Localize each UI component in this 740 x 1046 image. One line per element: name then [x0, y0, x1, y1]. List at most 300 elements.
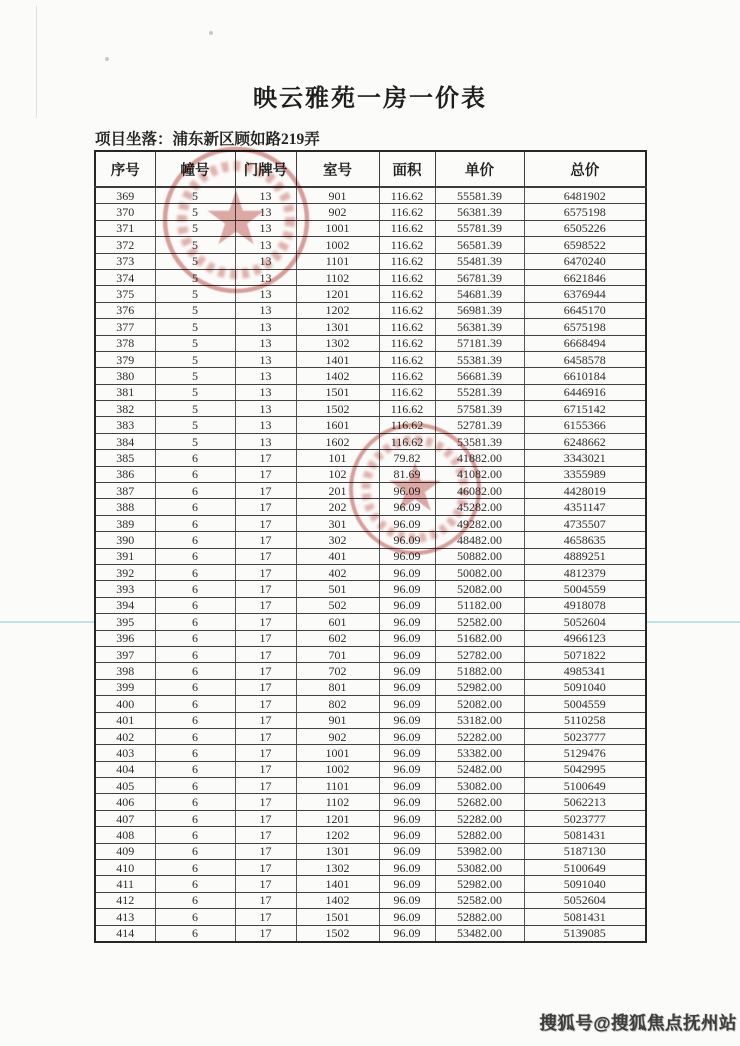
- table-cell: 96.09: [379, 909, 435, 925]
- table-cell: 96.09: [379, 532, 435, 548]
- table-row: [95, 237, 646, 253]
- table-cell: 101: [296, 450, 379, 466]
- table-row: [95, 515, 646, 531]
- table-cell: 96.09: [379, 564, 435, 580]
- table-cell: 370: [95, 204, 155, 220]
- table-cell: 1201: [296, 810, 379, 826]
- table-cell: 6481902: [524, 187, 646, 204]
- table-cell: 6: [155, 630, 235, 646]
- table-cell: 52781.39: [435, 417, 524, 433]
- table-cell: 6: [155, 712, 235, 728]
- paper-speck: [209, 31, 213, 35]
- column-header: 幢号: [155, 151, 235, 187]
- table-cell: 13: [235, 384, 296, 400]
- table-cell: 384: [95, 433, 155, 449]
- table-cell: 6: [155, 810, 235, 826]
- table-cell: 116.62: [379, 302, 435, 318]
- table-row: [95, 483, 646, 499]
- table-cell: 5: [155, 253, 235, 269]
- table-row: [95, 253, 646, 269]
- table-cell: 6: [155, 761, 235, 777]
- table-cell: 52082.00: [435, 581, 524, 597]
- table-cell: 41882.00: [435, 450, 524, 466]
- table-cell: 96.09: [379, 712, 435, 728]
- table-cell: 6446916: [524, 384, 646, 400]
- table-cell: 5: [155, 220, 235, 236]
- table-cell: 55381.39: [435, 351, 524, 367]
- table-cell: 378: [95, 335, 155, 351]
- table-cell: 17: [235, 696, 296, 712]
- table-cell: 13: [235, 302, 296, 318]
- table-cell: 52882.00: [435, 909, 524, 925]
- table-row: [95, 679, 646, 695]
- table-cell: 380: [95, 368, 155, 384]
- table-cell: 17: [235, 909, 296, 925]
- table-row: [95, 302, 646, 318]
- table-cell: 1302: [296, 335, 379, 351]
- table-row: [95, 646, 646, 662]
- table-cell: 17: [235, 630, 296, 646]
- table-cell: 382: [95, 401, 155, 417]
- table-cell: 50082.00: [435, 564, 524, 580]
- table-row: [95, 827, 646, 843]
- table-cell: 17: [235, 499, 296, 515]
- table-row: [95, 204, 646, 220]
- table-row: [95, 630, 646, 646]
- table-cell: 48482.00: [435, 532, 524, 548]
- table-cell: 5: [155, 237, 235, 253]
- table-cell: 5052604: [524, 614, 646, 630]
- table-cell: 116.62: [379, 237, 435, 253]
- table-cell: 17: [235, 778, 296, 794]
- table-row: [95, 220, 646, 236]
- table-cell: 96.09: [379, 548, 435, 564]
- table-cell: 52082.00: [435, 696, 524, 712]
- table-cell: 6598522: [524, 237, 646, 253]
- table-cell: 1502: [296, 401, 379, 417]
- table-cell: 6: [155, 876, 235, 892]
- table-cell: 371: [95, 220, 155, 236]
- table-cell: 13: [235, 368, 296, 384]
- table-cell: 6: [155, 532, 235, 548]
- table-cell: 381: [95, 384, 155, 400]
- table-cell: 404: [95, 761, 155, 777]
- table-cell: 55781.39: [435, 220, 524, 236]
- table-cell: 398: [95, 663, 155, 679]
- table-cell: 52982.00: [435, 876, 524, 892]
- table-cell: 17: [235, 515, 296, 531]
- table-cell: 96.09: [379, 581, 435, 597]
- table-cell: 17: [235, 876, 296, 892]
- table-cell: 6: [155, 548, 235, 564]
- table-cell: 801: [296, 679, 379, 695]
- table-cell: 6575198: [524, 319, 646, 335]
- table-cell: 46082.00: [435, 483, 524, 499]
- table-cell: 6505226: [524, 220, 646, 236]
- table-cell: 96.09: [379, 597, 435, 613]
- table-row: [95, 187, 646, 204]
- table-cell: 96.09: [379, 646, 435, 662]
- table-cell: 6: [155, 663, 235, 679]
- table-cell: 17: [235, 564, 296, 580]
- table-cell: 6: [155, 450, 235, 466]
- table-cell: 116.62: [379, 319, 435, 335]
- table-row: [95, 319, 646, 335]
- table-cell: 5110258: [524, 712, 646, 728]
- table-cell: 6610184: [524, 368, 646, 384]
- table-row: [95, 466, 646, 482]
- table-cell: 389: [95, 515, 155, 531]
- table-cell: 116.62: [379, 269, 435, 285]
- table-cell: 6: [155, 564, 235, 580]
- table-cell: 13: [235, 351, 296, 367]
- table-cell: 4735507: [524, 515, 646, 531]
- table-cell: 5004559: [524, 581, 646, 597]
- column-header: 室号: [296, 151, 379, 187]
- table-cell: 1001: [296, 220, 379, 236]
- table-cell: 4985341: [524, 663, 646, 679]
- table-cell: 1402: [296, 368, 379, 384]
- table-row: [95, 712, 646, 728]
- table-cell: 17: [235, 614, 296, 630]
- table-cell: 400: [95, 696, 155, 712]
- table-row: [95, 860, 646, 876]
- table-cell: 5062213: [524, 794, 646, 810]
- table-row: [95, 548, 646, 564]
- column-header: 单价: [435, 151, 524, 187]
- table-cell: 372: [95, 237, 155, 253]
- table-cell: 401: [296, 548, 379, 564]
- column-header: 面积: [379, 151, 435, 187]
- table-cell: 56381.39: [435, 204, 524, 220]
- table-cell: 96.09: [379, 860, 435, 876]
- table-cell: 5: [155, 433, 235, 449]
- sohu-watermark: 搜狐号@搜狐焦点抚州站: [539, 1013, 737, 1033]
- table-cell: 96.09: [379, 827, 435, 843]
- table-cell: 96.09: [379, 794, 435, 810]
- table-cell: 116.62: [379, 401, 435, 417]
- table-cell: 17: [235, 532, 296, 548]
- table-cell: 6: [155, 679, 235, 695]
- table-cell: 56681.39: [435, 368, 524, 384]
- table-cell: 4812379: [524, 564, 646, 580]
- table-cell: 17: [235, 860, 296, 876]
- table-cell: 96.09: [379, 728, 435, 744]
- table-cell: 1502: [296, 925, 379, 942]
- table-cell: 53182.00: [435, 712, 524, 728]
- table-cell: 6715142: [524, 401, 646, 417]
- table-cell: 5: [155, 417, 235, 433]
- table-cell: 96.09: [379, 876, 435, 892]
- table-cell: 405: [95, 778, 155, 794]
- table-cell: 412: [95, 892, 155, 908]
- table-cell: 56381.39: [435, 319, 524, 335]
- table-cell: 414: [95, 925, 155, 942]
- table-cell: 1101: [296, 778, 379, 794]
- table-cell: 6458578: [524, 351, 646, 367]
- table-cell: 5081431: [524, 909, 646, 925]
- table-cell: 5: [155, 269, 235, 285]
- project-location-label: 项目坐落：浦东新区顾如路219弄: [95, 131, 320, 148]
- table-cell: 6: [155, 646, 235, 662]
- table-cell: 373: [95, 253, 155, 269]
- table-cell: 52582.00: [435, 892, 524, 908]
- table-cell: 53082.00: [435, 860, 524, 876]
- table-cell: 45282.00: [435, 499, 524, 515]
- table-cell: 406: [95, 794, 155, 810]
- table-cell: 53082.00: [435, 778, 524, 794]
- table-cell: 96.09: [379, 630, 435, 646]
- table-row: [95, 351, 646, 367]
- table-cell: 52282.00: [435, 728, 524, 744]
- table-cell: 13: [235, 220, 296, 236]
- table-cell: 407: [95, 810, 155, 826]
- table-cell: 5: [155, 335, 235, 351]
- table-cell: 385: [95, 450, 155, 466]
- table-cell: 102: [296, 466, 379, 482]
- table-cell: 6: [155, 483, 235, 499]
- table-cell: 6575198: [524, 204, 646, 220]
- table-cell: 4889251: [524, 548, 646, 564]
- table-cell: 13: [235, 335, 296, 351]
- table-row: [95, 384, 646, 400]
- table-cell: 379: [95, 351, 155, 367]
- table-row: [95, 663, 646, 679]
- table-cell: 5100649: [524, 860, 646, 876]
- table-cell: 116.62: [379, 253, 435, 269]
- table-cell: 5023777: [524, 728, 646, 744]
- table-cell: 5139085: [524, 925, 646, 942]
- table-cell: 13: [235, 187, 296, 204]
- table-cell: 13: [235, 253, 296, 269]
- table-cell: 902: [296, 204, 379, 220]
- table-cell: 376: [95, 302, 155, 318]
- table-cell: 402: [95, 728, 155, 744]
- table-cell: 6: [155, 696, 235, 712]
- table-cell: 13: [235, 269, 296, 285]
- table-row: [95, 728, 646, 744]
- table-cell: 1601: [296, 417, 379, 433]
- table-cell: 409: [95, 843, 155, 859]
- table-cell: 52882.00: [435, 827, 524, 843]
- table-cell: 6248662: [524, 433, 646, 449]
- table-cell: 403: [95, 745, 155, 761]
- table-cell: 17: [235, 745, 296, 761]
- table-cell: 201: [296, 483, 379, 499]
- table-cell: 96.09: [379, 810, 435, 826]
- table-cell: 6: [155, 597, 235, 613]
- table-cell: 6621846: [524, 269, 646, 285]
- table-cell: 53382.00: [435, 745, 524, 761]
- table-cell: 6: [155, 466, 235, 482]
- table-cell: 17: [235, 663, 296, 679]
- table-cell: 6: [155, 843, 235, 859]
- table-cell: 1301: [296, 319, 379, 335]
- table-cell: 13: [235, 401, 296, 417]
- table-cell: 17: [235, 597, 296, 613]
- table-cell: 51882.00: [435, 663, 524, 679]
- table-cell: 1401: [296, 351, 379, 367]
- table-cell: 413: [95, 909, 155, 925]
- table-row: [95, 499, 646, 515]
- table-cell: 1102: [296, 794, 379, 810]
- table-cell: 377: [95, 319, 155, 335]
- table-row: [95, 614, 646, 630]
- table-cell: 96.09: [379, 499, 435, 515]
- table-cell: 5052604: [524, 892, 646, 908]
- table-cell: 1002: [296, 237, 379, 253]
- table-cell: 6: [155, 860, 235, 876]
- table-cell: 1101: [296, 253, 379, 269]
- table-cell: 52682.00: [435, 794, 524, 810]
- price-table-body: [95, 187, 646, 942]
- table-cell: 13: [235, 204, 296, 220]
- table-cell: 401: [95, 712, 155, 728]
- table-cell: 96.09: [379, 843, 435, 859]
- table-cell: 393: [95, 581, 155, 597]
- table-cell: 391: [95, 548, 155, 564]
- table-cell: 56981.39: [435, 302, 524, 318]
- table-cell: 52282.00: [435, 810, 524, 826]
- table-cell: 387: [95, 483, 155, 499]
- table-cell: 13: [235, 319, 296, 335]
- table-cell: 702: [296, 663, 379, 679]
- table-cell: 17: [235, 646, 296, 662]
- table-cell: 96.09: [379, 483, 435, 499]
- table-cell: 4918078: [524, 597, 646, 613]
- table-cell: 96.09: [379, 761, 435, 777]
- table-cell: 1202: [296, 302, 379, 318]
- table-cell: 17: [235, 466, 296, 482]
- table-row: [95, 417, 646, 433]
- table-cell: 116.62: [379, 187, 435, 204]
- table-cell: 396: [95, 630, 155, 646]
- table-cell: 116.62: [379, 220, 435, 236]
- table-cell: 17: [235, 892, 296, 908]
- table-cell: 53982.00: [435, 843, 524, 859]
- table-cell: 17: [235, 925, 296, 942]
- table-cell: 13: [235, 286, 296, 302]
- table-cell: 116.62: [379, 351, 435, 367]
- table-cell: 302: [296, 532, 379, 548]
- table-cell: 17: [235, 827, 296, 843]
- table-cell: 5: [155, 319, 235, 335]
- table-cell: 6155366: [524, 417, 646, 433]
- table-cell: 5023777: [524, 810, 646, 826]
- table-cell: 5187130: [524, 843, 646, 859]
- table-cell: 54681.39: [435, 286, 524, 302]
- table-cell: 410: [95, 860, 155, 876]
- paper-speck: [105, 57, 109, 61]
- table-cell: 56781.39: [435, 269, 524, 285]
- table-row: [95, 564, 646, 580]
- table-cell: 6: [155, 794, 235, 810]
- table-cell: 17: [235, 810, 296, 826]
- table-cell: 116.62: [379, 204, 435, 220]
- column-header: 序号: [95, 151, 155, 187]
- table-cell: 17: [235, 843, 296, 859]
- table-cell: 51682.00: [435, 630, 524, 646]
- table-cell: 4428019: [524, 483, 646, 499]
- table-row: [95, 597, 646, 613]
- table-cell: 1202: [296, 827, 379, 843]
- table-cell: 96.09: [379, 614, 435, 630]
- table-row: [95, 532, 646, 548]
- table-cell: 601: [296, 614, 379, 630]
- table-cell: 902: [296, 728, 379, 744]
- table-row: [95, 761, 646, 777]
- table-cell: 13: [235, 433, 296, 449]
- table-cell: 5: [155, 302, 235, 318]
- table-cell: 17: [235, 548, 296, 564]
- table-cell: 383: [95, 417, 155, 433]
- table-cell: 1602: [296, 433, 379, 449]
- table-cell: 5: [155, 351, 235, 367]
- table-cell: 17: [235, 679, 296, 695]
- table-cell: 6470240: [524, 253, 646, 269]
- table-cell: 57581.39: [435, 401, 524, 417]
- table-cell: 17: [235, 712, 296, 728]
- table-cell: 96.09: [379, 696, 435, 712]
- table-cell: 96.09: [379, 663, 435, 679]
- table-cell: 6: [155, 827, 235, 843]
- table-header-row: [95, 151, 646, 187]
- table-cell: 397: [95, 646, 155, 662]
- table-cell: 374: [95, 269, 155, 285]
- table-cell: 402: [296, 564, 379, 580]
- table-cell: 3343021: [524, 450, 646, 466]
- table-cell: 5: [155, 204, 235, 220]
- table-cell: 5129476: [524, 745, 646, 761]
- table-cell: 1402: [296, 892, 379, 908]
- table-row: [95, 581, 646, 597]
- table-cell: 55481.39: [435, 253, 524, 269]
- table-cell: 1501: [296, 384, 379, 400]
- table-cell: 55581.39: [435, 187, 524, 204]
- table-row: [95, 696, 646, 712]
- table-cell: 5: [155, 384, 235, 400]
- table-cell: 51182.00: [435, 597, 524, 613]
- table-cell: 57181.39: [435, 335, 524, 351]
- table-row: [95, 778, 646, 794]
- table-cell: 3355989: [524, 466, 646, 482]
- table-cell: 41082.00: [435, 466, 524, 482]
- table-cell: 56581.39: [435, 237, 524, 253]
- table-cell: 6376944: [524, 286, 646, 302]
- table-cell: 96.09: [379, 778, 435, 794]
- table-cell: 6: [155, 925, 235, 942]
- table-row: [95, 450, 646, 466]
- table-cell: 369: [95, 187, 155, 204]
- table-cell: 96.09: [379, 745, 435, 761]
- table-cell: 5: [155, 401, 235, 417]
- table-cell: 5100649: [524, 778, 646, 794]
- table-cell: 17: [235, 581, 296, 597]
- table-cell: 390: [95, 532, 155, 548]
- table-cell: 52782.00: [435, 646, 524, 662]
- table-cell: 901: [296, 187, 379, 204]
- table-cell: 392: [95, 564, 155, 580]
- table-cell: 17: [235, 728, 296, 744]
- table-row: [95, 794, 646, 810]
- page-title: 映云雅苑一房一价表: [253, 86, 487, 112]
- table-cell: 53581.39: [435, 433, 524, 449]
- table-row: [95, 810, 646, 826]
- table-cell: 395: [95, 614, 155, 630]
- column-header: 门牌号: [235, 151, 296, 187]
- table-cell: 5091040: [524, 876, 646, 892]
- table-cell: 4351147: [524, 499, 646, 515]
